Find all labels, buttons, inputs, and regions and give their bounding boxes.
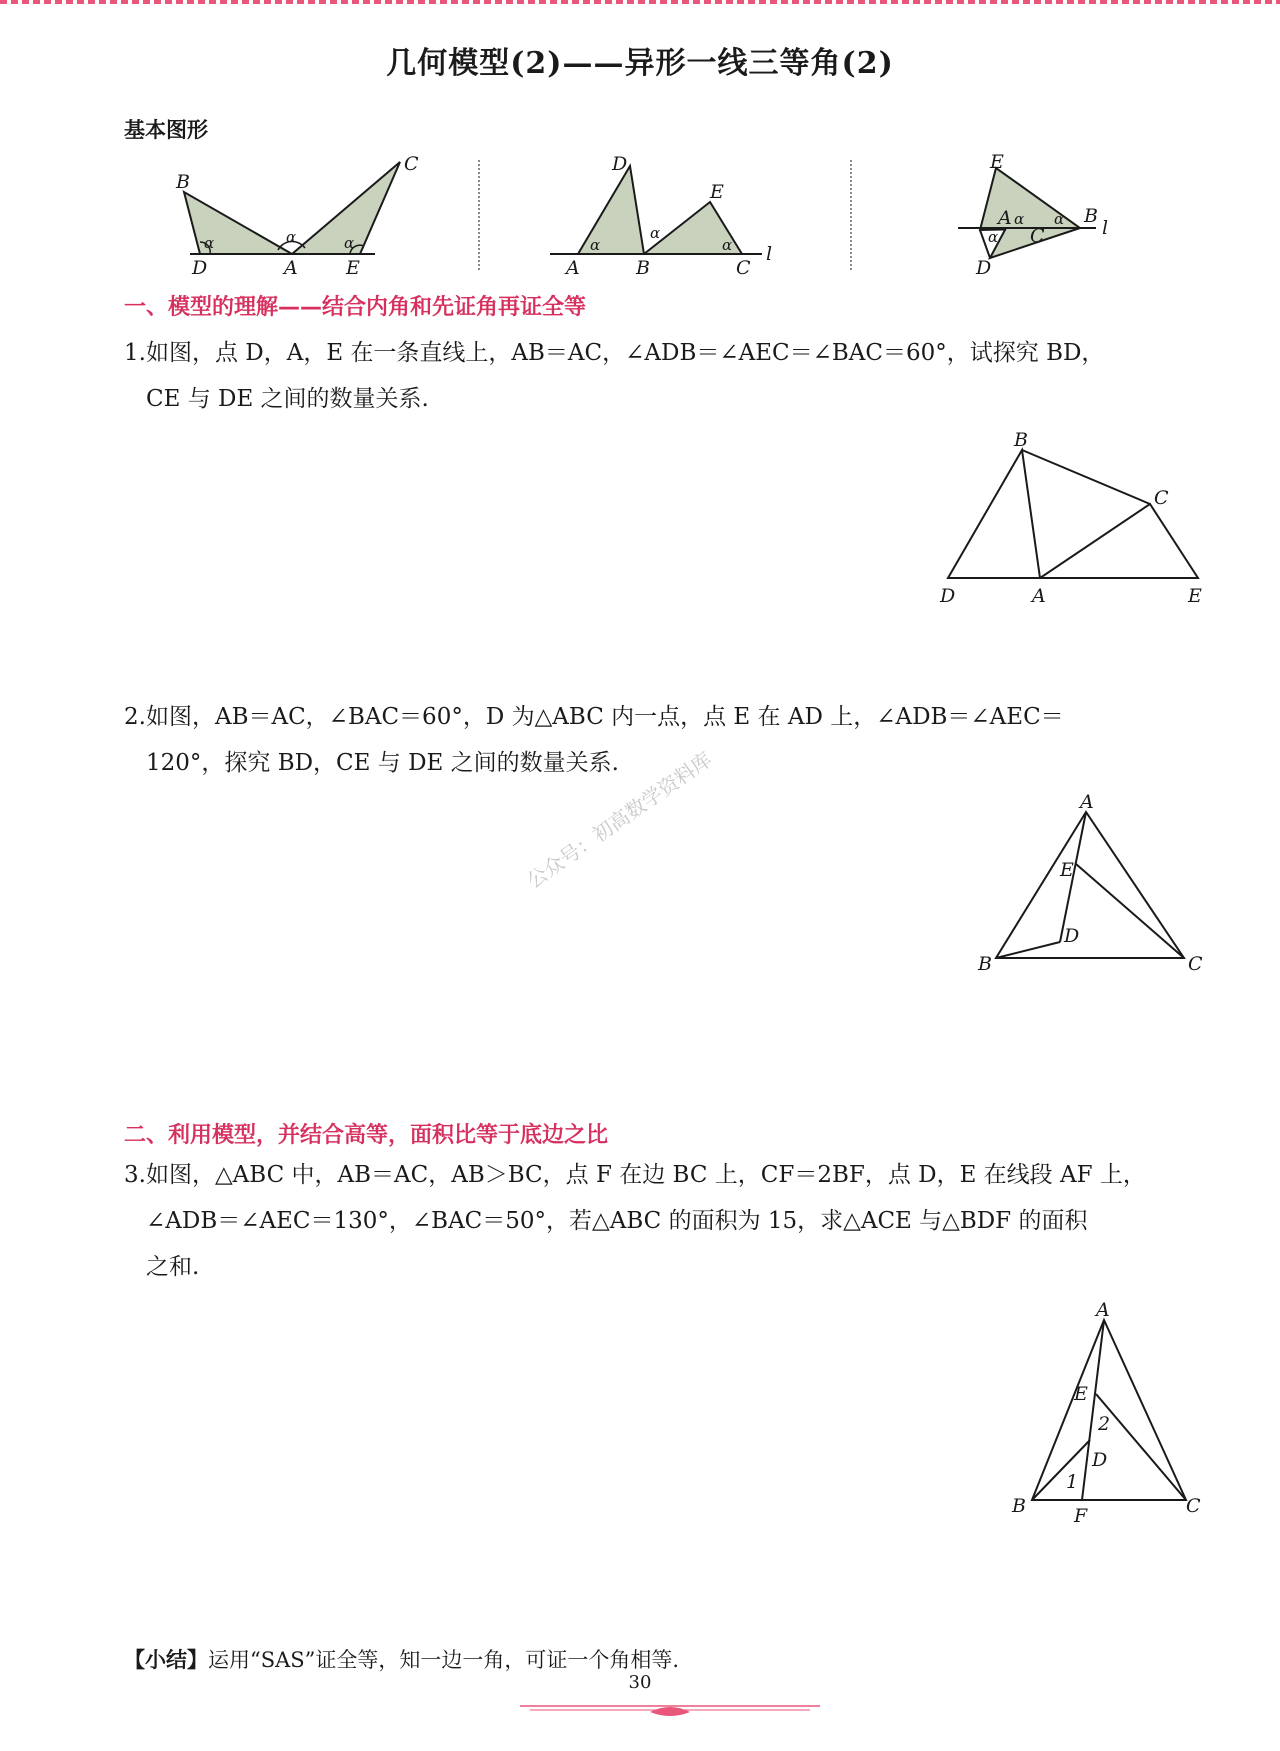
p2-label-C: C	[1188, 953, 1203, 975]
problem-2-figure	[970, 790, 1210, 980]
p3-label-1: 1	[1066, 1471, 1079, 1493]
problem-1-line2: CE 与 DE 之间的数量关系.	[146, 386, 429, 412]
watermark: 公众号：初高数学资料库	[522, 747, 717, 893]
summary	[124, 1644, 679, 1674]
fig1-triangle-left	[184, 192, 292, 254]
page-title: 几何模型(2)——异形一线三等角(2)	[386, 46, 894, 81]
fig1-alpha-top: α	[286, 228, 297, 246]
p2-label-D: D	[1064, 925, 1080, 947]
fig2-label-A: A	[566, 257, 580, 279]
separator-1	[478, 160, 480, 270]
p3-label-2: 2	[1098, 1413, 1111, 1435]
fig1-label-A: A	[284, 257, 298, 279]
fig2-label-E: E	[710, 181, 724, 203]
fig3-label-l: l	[1102, 217, 1109, 239]
problem-2-number: 2.	[124, 704, 146, 730]
fig3-alpha-2: α	[1054, 210, 1065, 228]
fig2-alpha-mid: α	[650, 224, 661, 242]
p1-label-C: C	[1154, 487, 1169, 509]
fig1-label-D: D	[192, 257, 208, 279]
p1-label-D: D	[940, 585, 956, 607]
problem-1	[124, 330, 1204, 422]
page-number: 30	[628, 1672, 652, 1693]
basic-figure-2	[550, 150, 790, 280]
fig2-label-C: C	[736, 257, 751, 279]
basic-figure-1	[160, 150, 450, 280]
problem-2-line1: 如图，AB＝AC，∠BAC＝60°，D 为△ABC 内一点，点 E 在 AD 上，∠ADB＝∠AEC＝	[145, 704, 1064, 730]
fig1-alpha-left: α	[204, 234, 215, 252]
section-1-heading: 一、模型的理解——结合内角和先证角再证全等	[124, 295, 587, 320]
p3-label-C: C	[1186, 1495, 1201, 1517]
fig2-label-D: D	[612, 153, 628, 175]
p3-label-F: F	[1074, 1505, 1088, 1527]
problem-3	[124, 1152, 1204, 1290]
fig2-alpha-left: α	[590, 236, 601, 254]
fig1-alpha-right: α	[344, 234, 355, 252]
problem-3-figure	[1000, 1300, 1220, 1530]
top-border	[0, 0, 1280, 4]
p3-label-D: D	[1092, 1449, 1108, 1471]
fig2-label-B: B	[636, 257, 650, 279]
problem-3-line3: 之和.	[146, 1254, 200, 1280]
fig3-label-D: D	[976, 257, 992, 279]
fig3-alpha-1: α	[1014, 210, 1025, 228]
p1-label-B: B	[1014, 429, 1028, 451]
problem-3-line2: ∠ADB＝∠AEC＝130°，∠BAC＝50°，若△ABC 的面积为 15，求△ACE 与△BDF 的面积	[146, 1208, 1088, 1234]
fig3-label-B: B	[1084, 205, 1098, 227]
fig3-triangle-top	[980, 168, 1080, 230]
problem-1-figure	[940, 430, 1200, 610]
fig2-alpha-right: α	[722, 236, 733, 254]
fig2-triangle-left	[578, 166, 644, 254]
p2-label-A: A	[1080, 791, 1094, 813]
problem-1-line1: 如图，点 D，A，E 在一条直线上，AB＝AC，∠ADB＝∠AEC＝∠BAC＝60°，试探究 BD，	[145, 340, 1105, 366]
p3-label-E: E	[1074, 1383, 1088, 1405]
summary-text: 运用“SAS”证全等，知一边一角，可证一个角相等.	[208, 1648, 680, 1672]
fig3-label-C: C	[1030, 225, 1045, 247]
section-2-heading: 二、利用模型，并结合高等，面积比等于底边之比	[124, 1123, 609, 1148]
p2-label-E: E	[1060, 859, 1074, 881]
p3-label-B: B	[1012, 1495, 1026, 1517]
separator-2	[850, 160, 852, 270]
basic-figure-3	[950, 150, 1130, 280]
p1-label-A: A	[1032, 585, 1046, 607]
fig1-label-C: C	[404, 153, 419, 175]
p2-label-B: B	[978, 953, 992, 975]
footer-ornament	[520, 1700, 820, 1722]
basic-figures-label: 基本图形	[124, 118, 208, 142]
fig1-label-E: E	[346, 257, 360, 279]
p3-label-A: A	[1096, 1299, 1110, 1321]
p1-label-E: E	[1188, 585, 1202, 607]
problem-2-line2: 120°，探究 BD，CE 与 DE 之间的数量关系.	[146, 750, 619, 776]
fig2-label-l: l	[766, 243, 773, 265]
summary-head: 【小结】	[124, 1648, 208, 1672]
fig3-label-A: A	[998, 207, 1012, 229]
problem-1-number: 1.	[124, 340, 146, 366]
problem-3-line1: 如图，△ABC 中，AB＝AC，AB＞BC，点 F 在边 BC 上，CF＝2BF，点 D，E 在线段 AF 上，	[145, 1162, 1146, 1188]
fig3-label-E: E	[990, 151, 1004, 173]
fig3-alpha-3: α	[988, 228, 999, 246]
fig1-label-B: B	[176, 171, 190, 193]
problem-3-number: 3.	[124, 1162, 146, 1188]
